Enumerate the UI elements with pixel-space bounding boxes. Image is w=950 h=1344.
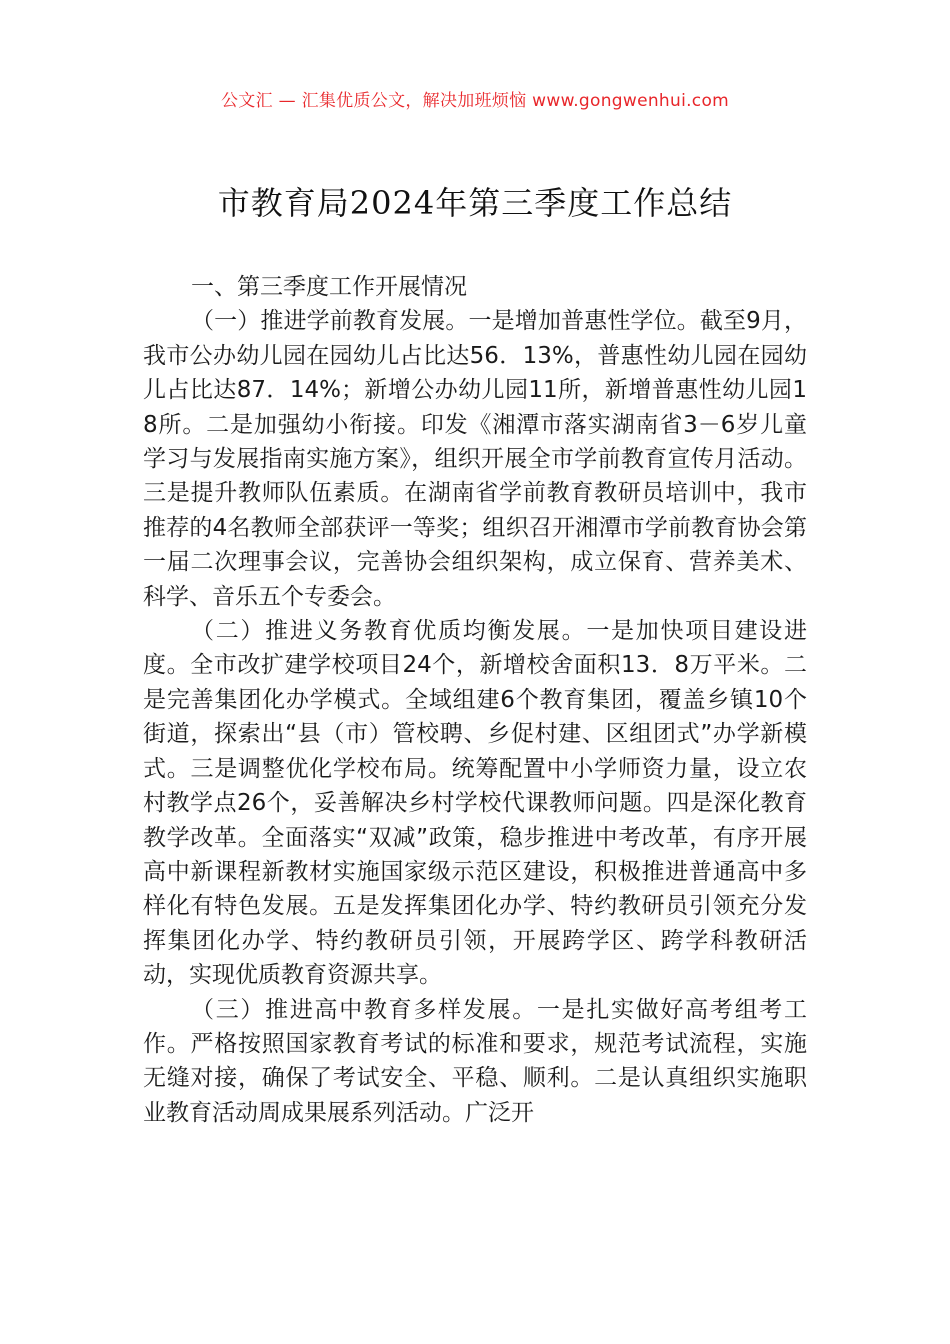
paragraph-highschool: （三）推进高中教育多样发展。一是扎实做好高考组考工作。严格按照国家教育考试的标准和要求，规范考试流程，实施无缝对接，确保了考试安全、平稳、顺利。二是认真组织实施职业教育活动周成果展系列活动。广泛开 [143, 996, 807, 1126]
document-body [143, 270, 807, 1130]
paragraph-preschool: （一）推进学前教育发展。一是增加普惠性学位。截至9月，我市公办幼儿园在园幼儿占比达56．13%，普惠性幼儿园在园幼儿占比达87．14%；新增公办幼儿园11所，新增普惠性幼儿园18所。二是加强幼小衔接。印发《湘潭市落实湖南省3－6岁儿童学习与发展指南实施方案》，组织开展全市学前教育宣传月活动。三是提升教师队伍素质。在湖南省学前教育教研员培训中，我市推荐的4名教师全部获评一等奖；组织召开湘潭市学前教育协会第一届二次理事会议，完善协会组织架构，成立保育、营养美术、科学、音乐五个专委会。 [143, 308, 807, 610]
document-title: 市教育局2024年第三季度工作总结 [217, 184, 733, 222]
paragraph-compulsory: （二）推进义务教育优质均衡发展。一是加快项目建设进度。全市改扩建学校项目24个，新增校舍面积13．8万平米。二是完善集团化办学模式。全域组建6个教育集团，覆盖乡镇10个街道，探索出“县（市）管校聘、乡促村建、区组团式”办学新模式。三是调整优化学校布局。统筹配置中小学师资力量，设立农村教学点26个，妥善解决乡村学校代课教师问题。四是深化教育教学改革。全面落实“双减”政策，稳步推进中考改革，有序开展高中新课程新教材实施国家级示范区建设，积极推进普通高中多样化有特色发展。五是发挥集团化办学、特约教研员引领充分发挥集团化办学、特约教研员引领，开展跨学区、跨学科教研活动，实现优质教育资源共享。 [143, 618, 807, 989]
site-banner: 公文汇 — 汇集优质公文，解决加班烦恼 www.gongwenhui.com [220, 91, 730, 111]
section-heading: 一、第三季度工作开展情况 [191, 274, 467, 300]
